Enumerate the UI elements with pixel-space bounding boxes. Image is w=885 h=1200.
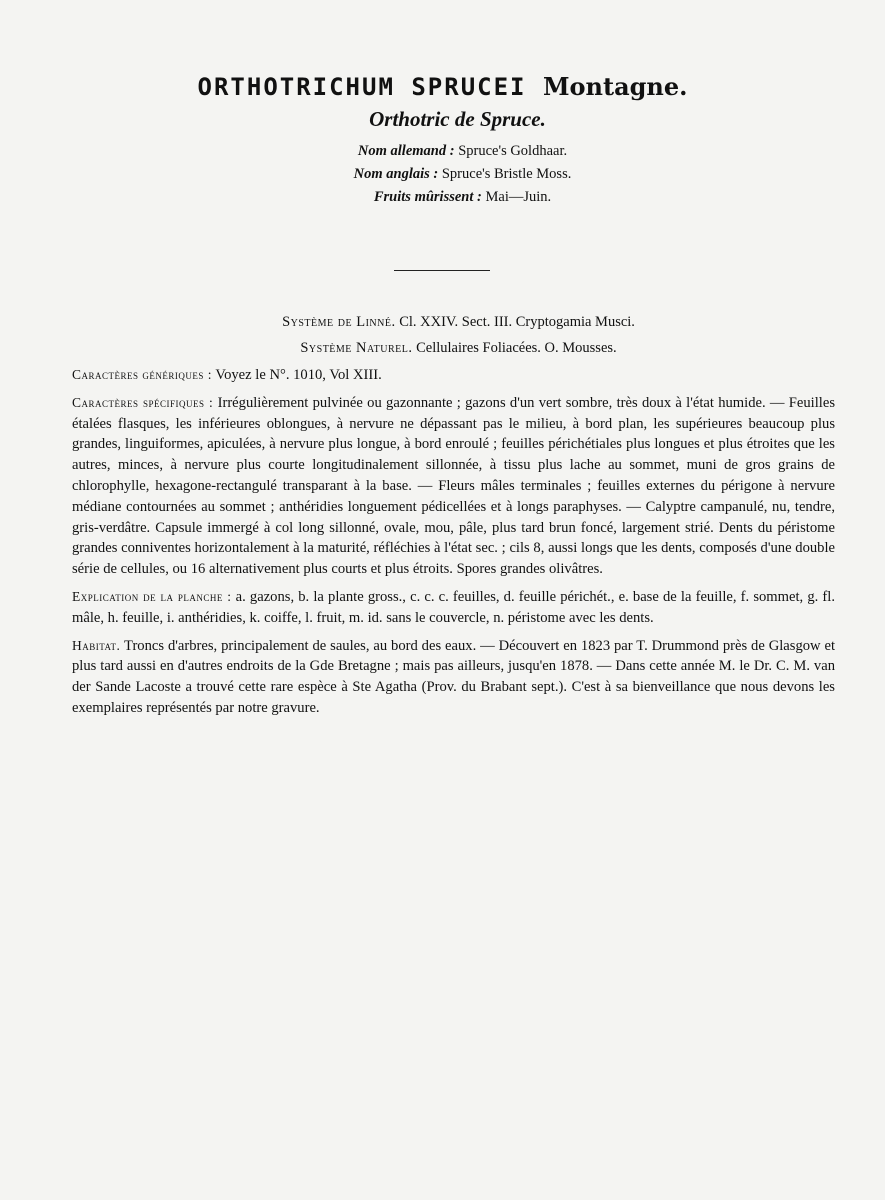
habitat — [72, 636, 835, 719]
common-names — [0, 140, 885, 209]
fruits-label: Fruits mûrissent : — [373, 189, 482, 205]
habitat-text: Troncs d'arbres, principalement de saules, au bord des eaux. — Découvert en 1823 par T. Drummond près de Glasgow et plus tard aussi en d'autres endroits de la Gde Bretagne ; mais pas ailleurs, jusqu'en 1878. — Dans cette année M. le Dr. C. M. van der Sande Lacoste a trouvé cette rare espèce à Ste Agatha (Prov. du Brabant sept.). C'est à sa bienveillance que nous devons les exemplaires représentés par notre gravure. — [72, 637, 835, 716]
caracteres-generiques — [72, 365, 835, 386]
english-name-label: Nom anglais : — [353, 166, 439, 182]
title-block — [0, 72, 885, 209]
german-name-label: Nom allemand : — [357, 143, 455, 159]
german-name-value: Spruce's Goldhaar. — [458, 143, 568, 159]
explication-planche — [72, 587, 835, 629]
english-name-value: Spruce's Bristle Moss. — [441, 166, 572, 182]
caracteres-specifiques-text: Irrégulièrement pulvinée ou gazonnante ; gazons d'un vert sombre, très doux à l'état humide. — Feuilles étalées flasques, les inférieures oblongues, à nervure ne dépassant pas le milieu, à bord plan, les supérieures beaucoup plus grandes, linguiformes, apiculées, à nervure plus longue, à bord enroulé ; feuilles périchétiales plus longues et plus étroites que les autres, minces, à nervure plus courte longitudinalement sillonnée, à tissu plus lache au sommet, muni de gros grains de chlorophylle, hexagone-rectangulé transparant à la base. — Fleurs mâles terminales ; feuilles externes du périgone à nervure médiane contournées au sommet ; anthéridies longuement pédicellées et à longs paraphyses. — Calyptre campanulé, nu, tendre, gris-verdâtre. Capsule immergé à col long sillonné, ovale, mou, pâle, plus tard brun foncé, largement strié. Dents du péristome grandes conniventes horizontalement à la maturité, réfléchies à l'état sec. ; cils 8, aussi longs que les dents, composés d'une double série de cellules, ou 16 alternativement plus courts et plus étroits. Spores grandes olivâtres. — [72, 394, 835, 578]
caracteres-specifiques-label: Caractères spécifiques : — [72, 394, 214, 410]
systeme-naturel-value: Cellulaires Foliacées. O. Mousses. — [416, 340, 617, 356]
caracteres-generiques-text: Voyez le N°. 1010, Vol XIII. — [215, 367, 382, 383]
fruits-value: Mai—Juin. — [485, 189, 552, 205]
french-name: Orthotric de Spruce. — [369, 107, 546, 131]
explication-planche-label: Explication de la planche : — [72, 588, 232, 604]
systeme-naturel-label: Système Naturel. — [300, 340, 413, 356]
caracteres-generiques-label: Caractères génériques : — [72, 367, 213, 382]
explication-planche-text: a. gazons, b. la plante gross., c. c. c. feuilles, d. feuille périchét., e. base de la feuille, f. sommet, g. fl. mâle, h. feuille, i. anthéridies, k. coiffe, l. fruit, m. id. sans le couvercle, n. péristome avec les dents. — [72, 588, 835, 626]
divider-rule — [394, 270, 490, 271]
description-body — [72, 365, 835, 726]
habitat-label: Habitat. — [72, 637, 121, 653]
systeme-linne — [0, 314, 885, 331]
english-name-line — [40, 163, 885, 186]
caracteres-specifiques — [72, 393, 835, 580]
german-name-line — [40, 140, 885, 163]
systeme-naturel — [0, 340, 885, 357]
species-author: Montagne. — [542, 72, 688, 101]
systeme-linne-label: Système de Linné. — [282, 314, 396, 330]
species-name: ORTHOTRICHUM SPRUCEI — [197, 73, 527, 101]
page-title — [0, 72, 885, 101]
systeme-linne-value: Cl. XXIV. Sect. III. Cryptogamia Musci. — [399, 314, 635, 330]
fruits-line — [40, 186, 885, 209]
